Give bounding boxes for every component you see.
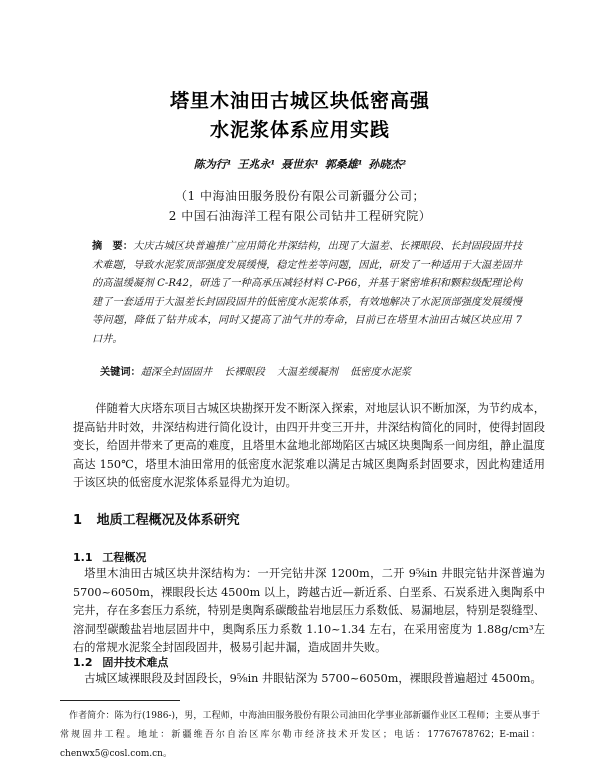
keyword-item: 超深全封固固井 [140,367,213,378]
author-list: 陈为行¹ 王兆永¹ 聂世东¹ 郭桑雄¹ 孙晓杰² [193,158,407,171]
subsection-heading-1-2: 1.2 固井技术难点 [73,656,169,669]
abstract [92,237,522,350]
keyword-item: 大温差缓凝剂 [276,367,338,378]
introduction-paragraph: 伴随着大庆塔东项目古城区块勘探开发不断深入探索，对地层认识不断加深，为节约成本，提高钻井时效，井深结构进行简化设计，由四开井变三开井，井深结构简化的同时，使得封固段变长，给固井带来了更高的难度，且塔里木盆地北部坳陷区古城区块奥陶系一间房组，静止温度高达 150℃，塔里木油田常用的低密度水泥浆难以满足古城区奥陶系封固要求，因此构建适用于该区块的低密度水泥浆体系显得尤为迫切。 [73,402,545,490]
abstract-text: 大庆古城区块普遍推广应用简化井深结构，出现了大温差、长裸眼段、长封固段固井技术难题，导致水泥浆顶部强度发展缓慢，稳定性差等问题，因此，研发了一种适用于大温差固井的高温缓凝剂 C-R42，研选了一种高承压减轻材料 C-P66，并基于紧密堆积和颗粒级配理论构建了一套适用于大温差长封固段固井的低密度水泥浆体系，有效地解决了水泥顶部强度发展缓慢等问题，降低了钻井成本，同时又提高了油气井的寿命，目前已在塔里木油田古城区块应用 7 口井。 [92,241,523,345]
paper-title-line-2: 水泥浆体系应用实践 [209,119,390,141]
footnote-divider [60,700,180,701]
keyword-item: 长裸眼段 [224,367,265,378]
section-heading-1: 1 地质工程概况及体系研究 [73,513,240,528]
subsection-1-1-text: 塔里木油田古城区块井深结构为：一开完钻井深 1200m，二开 9⅝in 井眼完钻井深普遍为 5700~6050m，裸眼段长达 4500m 以上，跨越古近—新近系、白垩系、石炭系进入奥陶系中完井，存在多套压力系统，特别是奥陶系碳酸盐岩地层压力系数低、易漏地层，特别是裂缝型、溶洞型碳酸盐岩地层固井中，奥陶系压力系数 1.10~1.34 左右，在采用密度为 1.88g/cm³左右的常规水泥浆全封固段固井，极易引起井漏，造成固井失败。 [73,567,545,655]
author-footnote: 作者简介：陈为行(1986-)，男，工程师，中海油田服务股份有限公司油田化学事业部新疆作业区工程师；主要从事于常规固井工程。地址：新疆维吾尔自治区库尔勒市经济技术开发区；电话：17767678762；E-mail：chenwx5@cosl.com.cn。 [60,711,540,759]
affiliation-1: （1 中海油田服务股份有限公司新疆分公司； [175,189,425,203]
keywords-label: 关键词： [100,366,141,378]
paper-title-line-1: 塔里木油田古城区块低密高强 [169,90,430,112]
keyword-item: 低密度水泥浆 [349,367,412,378]
abstract-label: 摘 要： [92,240,133,252]
subsection-1-2-text: 古城区域裸眼段及封固段长，9⅝in 井眼钻深为 5700~6050m，裸眼段普遍超过 4500m。 [84,672,542,685]
affiliation-2: 2 中国石油海洋工程有限公司钻井工程研究院） [168,209,432,223]
keywords [100,363,530,378]
subsection-heading-1-1: 1.1 工程概况 [73,551,147,564]
